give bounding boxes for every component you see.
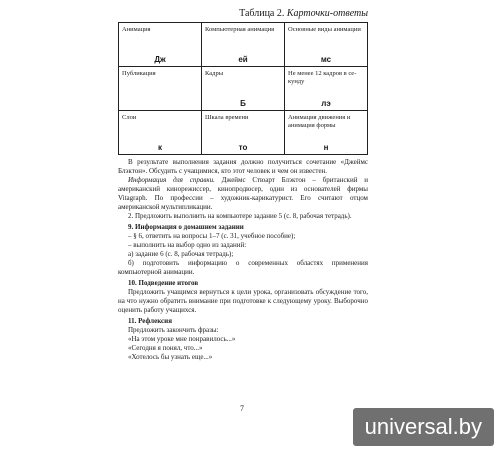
cell-term: Анимация (122, 26, 151, 33)
reference-label: Информация для справки. (128, 176, 215, 184)
watermark: universal.by (353, 408, 494, 446)
table-row (119, 23, 368, 67)
table-caption-prefix: Таблица 2. (239, 8, 285, 19)
table-cell (119, 111, 202, 155)
list-item: б) подготовить информацию о современных областях применения компьютерной анимации. (118, 259, 368, 276)
paragraph-reflection: Предложить закончить фразы: (128, 326, 219, 334)
cell-code: к (157, 143, 162, 152)
cell-term: Публикация (122, 70, 156, 77)
table-cell (119, 23, 202, 67)
cell-code: то (238, 143, 248, 152)
table-cell (202, 111, 285, 155)
paragraph-task: 2. Предложить выполнить на компьютере задание 5 (с. 8, рабочая тетрадь). (128, 212, 352, 220)
body-text (118, 158, 368, 362)
cell-term: Не менее 12 кадров в секунду (288, 70, 357, 85)
cell-code: лэ (321, 99, 331, 108)
list-item: а) задание 6 (с. 8, рабочая тетрадь); (128, 250, 234, 258)
cell-code: Дж (154, 55, 166, 64)
reference-text: Джеймс Стюарт Блэктон – британский и американский кинорежиссер, кинопродюсер, один из основателей фирмы Vitagraph. По профессии – художник-карикатурист. Его считают отцом американской мультипликации. (118, 176, 368, 211)
table-cell (202, 67, 285, 111)
paragraph-reference (118, 176, 368, 212)
table-row (119, 67, 368, 111)
cell-code: мс (320, 55, 332, 64)
cell-term: Анимация движения и анимация формы (288, 114, 351, 129)
table-caption (239, 8, 368, 19)
table-caption-title: Карточки-ответы (286, 8, 368, 19)
list-item: «Сегодня я понял, что...» (128, 344, 203, 352)
table-cell (285, 67, 368, 111)
cell-term: Компьютерная анимация (205, 26, 275, 33)
cell-term: Шкала времени (205, 114, 249, 121)
cell-code: н (323, 143, 329, 152)
list-item: «На этом уроке мне понравилось...» (128, 335, 236, 343)
table-row (119, 111, 368, 155)
table-cell (202, 23, 285, 67)
cell-code: Б (240, 99, 246, 108)
cell-code: ей (238, 55, 248, 64)
table-cell (285, 111, 368, 155)
paragraph-summary: Предложить учащимся вернуться к цели урока, организовать обсуждение того, на что нужно обратить внимание при подготовке к следующему уроку. Выборочно оценить работу учащихся. (118, 288, 368, 314)
table-cell (119, 67, 202, 111)
list-item: «Хотелось бы узнать еще...» (128, 353, 213, 361)
answer-cards-table (118, 22, 368, 155)
cell-term: Основные виды анимации (288, 26, 361, 33)
cell-term: Кадры (205, 70, 224, 77)
list-item: – выполнить на выбор одно из заданий: (128, 241, 247, 249)
list-item: – § 6, ответить на вопросы 1–7 (с. 31, учебное пособие); (128, 232, 296, 240)
section-heading-homework: 9. Информация о домашнем задании (128, 223, 244, 231)
table-cell (285, 23, 368, 67)
paragraph-result: В результате выполнения задания должно получиться сочетание «Джеймс Блэктон». Обсудить с учащимися, кто этот человек и чем он известен. (118, 158, 368, 175)
page-number: 7 (240, 404, 244, 413)
section-heading-summary: 10. Подведение итогов (128, 279, 199, 287)
cell-term: Слои (122, 114, 137, 121)
section-heading-reflection: 11. Рефлексия (128, 317, 172, 325)
